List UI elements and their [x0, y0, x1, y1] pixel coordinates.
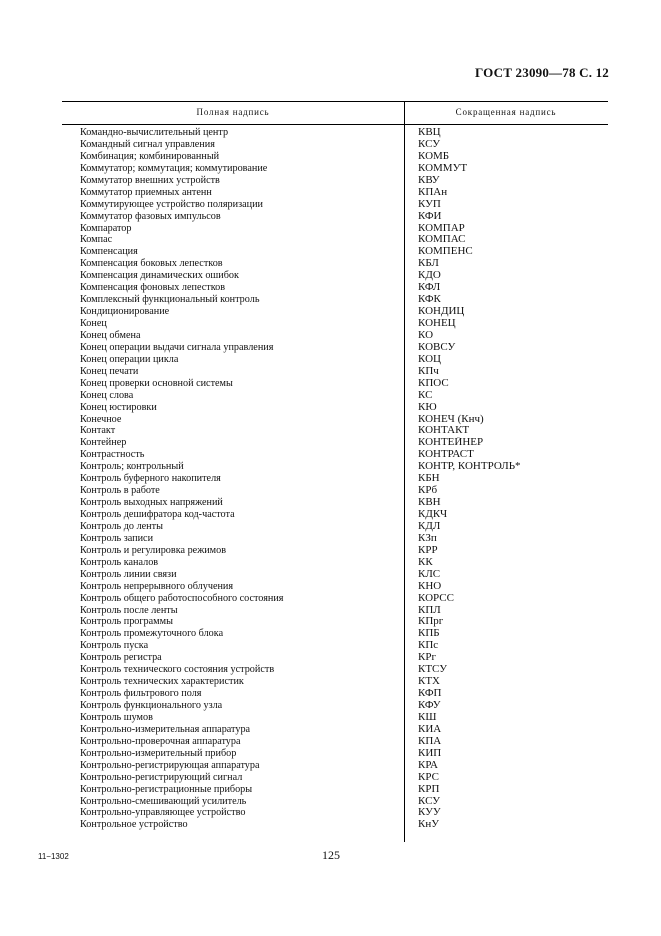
abbreviation-cell: КРП — [418, 783, 440, 795]
full-inscription-cell: Контроль промежуточного блока — [80, 628, 224, 640]
full-inscription-cell: Кондиционирование — [80, 306, 170, 318]
table-row — [0, 724, 661, 736]
abbreviation-cell: КФИ — [418, 210, 442, 222]
full-inscription-cell: Коммутатор; коммутация; коммутирование — [80, 162, 268, 174]
full-inscription-cell: Конец — [80, 318, 107, 329]
abbreviation-cell: КБН — [418, 473, 440, 485]
abbreviation-cell: КЛС — [418, 568, 441, 580]
table-row — [0, 545, 661, 557]
full-inscription-cell: Контрольно-смешивающий усилитель — [80, 795, 247, 807]
table-row — [0, 246, 661, 258]
abbreviation-cell: КФЛ — [418, 282, 441, 294]
table-row — [0, 437, 661, 449]
abbreviation-cell: КО — [418, 329, 434, 341]
full-inscription-cell: Конечное — [80, 413, 122, 425]
table-row — [0, 712, 661, 724]
table-row — [0, 199, 661, 211]
table-row — [0, 366, 661, 378]
table-row — [0, 163, 661, 175]
table-row — [0, 819, 661, 831]
abbreviation-cell: КнУ — [418, 819, 440, 831]
abbreviation-cell: КПЛ — [418, 604, 441, 616]
abbreviation-cell: КПА — [418, 735, 442, 747]
table-row — [0, 282, 661, 294]
table-row — [0, 139, 661, 151]
abbreviation-cell: КВЦ — [418, 127, 441, 138]
table-row — [0, 234, 661, 246]
table-row — [0, 772, 661, 784]
abbreviation-cell: КШ — [418, 711, 437, 723]
table-row — [0, 664, 661, 676]
table-row — [0, 784, 661, 796]
full-inscription-cell: Конец печати — [80, 365, 139, 377]
full-inscription-cell: Контрастность — [80, 449, 145, 461]
table-row — [0, 688, 661, 700]
table-row — [0, 390, 661, 402]
abbreviation-cell: КПрг — [418, 616, 444, 628]
full-inscription-cell: Контроль программы — [80, 616, 173, 628]
abbreviation-cell: КК — [418, 556, 433, 568]
abbreviation-cell: КФУ — [418, 700, 441, 711]
table-row — [0, 557, 661, 569]
full-inscription-cell: Контрольно-регистрирующий сигнал — [80, 771, 243, 783]
table-row — [0, 175, 661, 187]
print-code: 11−1302 — [38, 852, 69, 861]
full-inscription-cell: Контроль непрерывного облучения — [80, 580, 234, 592]
full-inscription-cell: Командный сигнал управления — [80, 138, 215, 150]
abbreviation-cell: КОНТРАСТ — [418, 449, 474, 461]
full-inscription-cell: Компаратор — [80, 222, 132, 234]
full-inscription-cell: Компенсация — [80, 246, 138, 258]
abbreviation-cell: КФП — [418, 688, 442, 700]
abbreviation-cell: КОЦ — [418, 353, 441, 365]
table-row — [0, 736, 661, 748]
full-inscription-cell: Контроль после ленты — [80, 604, 178, 616]
abbreviation-cell: КРг — [418, 652, 436, 664]
full-inscription-cell: Контрольно-измерительная аппаратура — [80, 723, 251, 735]
table-row — [0, 497, 661, 509]
table-row — [0, 593, 661, 605]
full-inscription-cell: Конец операции выдачи сигнала управления — [80, 341, 274, 353]
abbreviation-cell: КОНТЕЙНЕР — [418, 437, 484, 449]
full-inscription-cell: Контроль выходных напряжений — [80, 497, 223, 509]
abbreviation-cell: КЮ — [418, 401, 437, 413]
table-row — [0, 306, 661, 318]
table-header-rule — [62, 124, 608, 125]
abbreviation-cell: КС — [418, 389, 433, 401]
table-row — [0, 807, 661, 819]
table-row — [0, 796, 661, 808]
table-row — [0, 449, 661, 461]
full-inscription-cell: Контроль линии связи — [80, 568, 177, 580]
abbreviation-cell: КВН — [418, 497, 441, 509]
full-inscription-cell: Конец операции цикла — [80, 353, 179, 365]
table-row — [0, 581, 661, 593]
abbreviation-cell: КОМПАС — [418, 234, 466, 246]
full-inscription-cell: Контроль технического состояния устройств — [80, 664, 275, 676]
full-inscription-cell: Контрольно-управляющее устройство — [80, 807, 246, 819]
full-inscription-cell: Компенсация фоновых лепестков — [80, 282, 226, 294]
full-inscription-cell: Контроль дешифратора код-частота — [80, 509, 235, 520]
full-inscription-cell: Коммутирующее устройство поляризации — [80, 198, 263, 210]
abbreviation-cell: КТХ — [418, 676, 440, 688]
full-inscription-cell: Контроль в работе — [80, 485, 160, 497]
abbreviation-cell: КРС — [418, 771, 439, 783]
table-row — [0, 533, 661, 545]
abbreviation-cell: КИА — [418, 723, 442, 735]
abbreviation-cell: КОМБ — [418, 150, 450, 162]
full-inscription-cell: Контроль записи — [80, 532, 154, 544]
column-header-short: Сокращенная надпись — [455, 107, 557, 117]
full-inscription-cell: Коммутатор фазовых импульсов — [80, 210, 221, 222]
abbreviation-cell: КБЛ — [418, 258, 439, 270]
abbreviation-cell: КДЛ — [418, 520, 441, 532]
full-inscription-cell: Конец обмена — [80, 329, 141, 341]
table-row — [0, 652, 661, 664]
abbreviation-cell: КПБ — [418, 628, 440, 640]
table-row — [0, 628, 661, 640]
full-inscription-cell: Комбинация; комбинированный — [80, 150, 220, 162]
abbreviation-cell: КОНЕЧ (Кнч) — [418, 413, 484, 425]
table-row — [0, 258, 661, 270]
table-row — [0, 605, 661, 617]
abbreviation-cell: КДО — [418, 270, 441, 282]
abbreviation-cell: КНО — [418, 580, 442, 592]
full-inscription-cell: Контроль каналов — [80, 556, 159, 568]
table-row — [0, 151, 661, 163]
abbreviation-cell: КОНЕЦ — [418, 318, 456, 329]
table-row — [0, 294, 661, 306]
full-inscription-cell: Контроль фильтрового поля — [80, 688, 202, 700]
column-header-full: Полная надпись — [196, 107, 270, 117]
abbreviation-cell: КОРСС — [418, 592, 454, 604]
abbreviation-cell: КРА — [418, 759, 438, 771]
table-row — [0, 485, 661, 497]
table-row — [0, 342, 661, 354]
full-inscription-cell: Контрольное устройство — [80, 819, 188, 831]
full-inscription-cell: Контакт — [80, 425, 116, 437]
full-inscription-cell: Контроль; контрольный — [80, 461, 184, 473]
abbreviation-cell: КФК — [418, 294, 441, 306]
full-inscription-cell: Компенсация боковых лепестков — [80, 258, 223, 270]
full-inscription-cell: Контроль технических характеристик — [80, 676, 244, 688]
table-row — [0, 187, 661, 199]
full-inscription-cell: Компенсация динамических ошибок — [80, 270, 239, 282]
abbreviation-cell: КОМПЕНС — [418, 246, 473, 258]
table-row — [0, 425, 661, 437]
full-inscription-cell: Контрольно-регистрирующая аппаратура — [80, 759, 260, 771]
abbreviation-cell: КПч — [418, 365, 439, 377]
full-inscription-cell: Командно-вычислительный центр — [80, 127, 229, 138]
full-inscription-cell: Коммутатор внешних устройств — [80, 174, 220, 186]
table-row — [0, 700, 661, 712]
table-row — [0, 760, 661, 772]
full-inscription-cell: Контроль шумов — [80, 711, 153, 723]
table-row — [0, 569, 661, 581]
full-inscription-cell: Контрольно-проверочная аппаратура — [80, 735, 241, 747]
abbreviation-cell: КВУ — [418, 174, 440, 186]
full-inscription-cell: Конец слова — [80, 389, 134, 401]
table-row — [0, 640, 661, 652]
abbreviation-cell: КОНДИЦ — [418, 306, 465, 318]
table-row — [0, 521, 661, 533]
table-row — [0, 270, 661, 282]
full-inscription-cell: Контроль общего работоспособного состояния — [80, 592, 284, 604]
table-row — [0, 211, 661, 223]
table-row — [0, 616, 661, 628]
abbreviation-cell: КУП — [418, 198, 441, 210]
abbreviation-cell: КДКЧ — [418, 509, 448, 520]
abbreviation-cell: КОМПАР — [418, 222, 465, 234]
full-inscription-cell: Контроль пуска — [80, 640, 149, 652]
abbreviation-cell: КСУ — [418, 138, 441, 150]
full-inscription-cell: Компас — [80, 234, 113, 246]
abbreviation-cell: КОНТАКТ — [418, 425, 470, 437]
full-inscription-cell: Коммутатор приемных антенн — [80, 186, 212, 198]
table-top-rule — [62, 101, 608, 102]
table-row — [0, 318, 661, 330]
abbreviation-cell: КЗп — [418, 532, 437, 544]
table-row — [0, 330, 661, 342]
page-header-title: ГОСТ 23090—78 С. 12 — [475, 65, 609, 80]
table-row — [0, 748, 661, 760]
table-row — [0, 354, 661, 366]
full-inscription-cell: Контрольно-регистрационные приборы — [80, 783, 253, 795]
full-inscription-cell: Контроль и регулировка режимов — [80, 544, 227, 556]
table-row — [0, 378, 661, 390]
full-inscription-cell: Конец юстировки — [80, 401, 157, 413]
table-row — [0, 223, 661, 235]
table-row — [0, 402, 661, 414]
full-inscription-cell: Контроль функционального узла — [80, 700, 223, 711]
abbreviation-cell: КПОС — [418, 377, 449, 389]
abbreviation-table-body — [0, 127, 661, 831]
abbreviation-cell: КОВСУ — [418, 341, 456, 353]
abbreviation-cell: КРб — [418, 485, 438, 497]
full-inscription-cell: Контейнер — [80, 437, 127, 449]
table-row — [0, 509, 661, 521]
full-inscription-cell: Конец проверки основной системы — [80, 377, 233, 389]
full-inscription-cell: Контроль до ленты — [80, 520, 163, 532]
abbreviation-cell: КПАн — [418, 186, 448, 198]
full-inscription-cell: Комплексный функциональный контроль — [80, 294, 260, 306]
table-row — [0, 676, 661, 688]
full-inscription-cell: Контрольно-измерительный прибор — [80, 747, 237, 759]
abbreviation-cell: КОММУТ — [418, 162, 468, 174]
table-row — [0, 127, 661, 139]
page-number: 125 — [322, 848, 340, 862]
abbreviation-cell: КОНТР, КОНТРОЛЬ* — [418, 461, 521, 473]
abbreviation-cell: КУУ — [418, 807, 441, 819]
table-row — [0, 473, 661, 485]
full-inscription-cell: Контроль регистра — [80, 652, 162, 664]
abbreviation-cell: КРР — [418, 544, 438, 556]
table-row — [0, 461, 661, 473]
table-row — [0, 414, 661, 426]
abbreviation-cell: КТСУ — [418, 664, 448, 676]
abbreviation-cell: КИП — [418, 747, 442, 759]
abbreviation-cell: КПс — [418, 640, 439, 652]
abbreviation-cell: КСУ — [418, 795, 441, 807]
full-inscription-cell: Контроль буферного накопителя — [80, 473, 221, 485]
